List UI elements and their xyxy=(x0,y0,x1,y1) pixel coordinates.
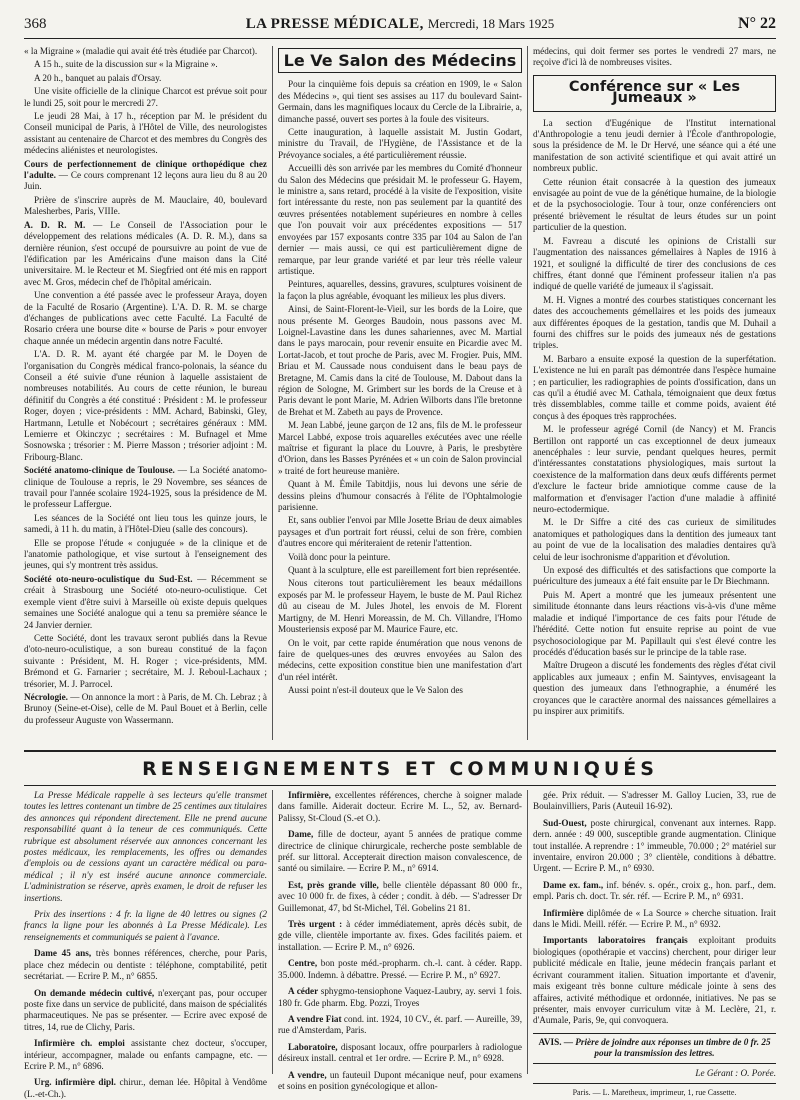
item-text: un fauteuil Dupont mécanique neuf, pour examens et soins en position gynécologique et allon- xyxy=(278,1069,522,1091)
item-heading: A céder xyxy=(288,986,319,997)
item-heading: Urg. infirmière dipl. xyxy=(34,1077,116,1088)
item-heading: Société anatomo-clinique de Toulouse. xyxy=(24,465,175,476)
article-paragraph: M. Barbaro a ensuite exposé la question de la superfétation. L'existence ne lui en paraît pas démontrée dans l'espèce humaine ; en particulier, les radiographies de points d'ossification, dans un cas qu'il a étudié avec M. Cathala, témoignaient que deux fœtus très dissemblables, comme taille et comme poids, avaient été conçus à des époques très rapprochées. xyxy=(533,353,776,421)
item-text: disposant locaux, offre pourparlers à radiologue désireux install. central et 1er ordre. — Ecrire P. M., n° 6928. xyxy=(278,1041,522,1064)
item-text: exploitant produits biologiques (opothérapie et vaccins) cherchent, pour diriger leur publicité médicale en Italie, jeune médecin français parlant et écrivant couramment italien. Situation importante et d'avenir, mais exigeant très bonne culture médicale jointe à sens des affaires, activité méthodique et ordonnée, initiatives. Ne pas se présenter, mais envoyer curriculum vitæ à M. Leclère, 21, r. d'Aumale, Paris, 9e, qui convoquera. xyxy=(533,935,777,1026)
classified-ad xyxy=(278,1070,522,1093)
news-item xyxy=(24,349,267,463)
column-salon xyxy=(278,46,522,740)
classified-ad xyxy=(278,790,522,824)
item-heading: A vendre, xyxy=(288,1069,327,1080)
classifieds-column-2 xyxy=(278,790,522,1091)
item-text: Les séances de la Société ont lieu tous les quinze jours, le samedi, à 11 h. du matin, à l'Hôtel-Dieu (salle des concours). xyxy=(24,512,267,535)
jumeaux-title: Conférence sur « Les Jumeaux » xyxy=(533,75,776,112)
newspaper-page xyxy=(24,12,777,1099)
item-heading: Centre, xyxy=(288,958,318,969)
classifieds-column-3 xyxy=(533,790,777,1097)
column-divider xyxy=(527,46,528,740)
classified-ad xyxy=(24,909,267,943)
classified-ad xyxy=(24,1038,267,1072)
journal-title xyxy=(24,16,776,33)
news-item xyxy=(24,46,267,57)
item-heading: A vendre Fiat xyxy=(288,1013,342,1024)
article-paragraph: M. le Dr Siffre a cité des cas curieux de similitudes anatomiques et pathologiques dans la dentition des jumeaux tant au point de vue de la localisation des maladies dentaires qu'à celui de leur isochronisme d'apparition et d'évolution. xyxy=(533,517,776,562)
item-text: Elle se propose l'étude « conjuguée » de la clinique et de l'anatomie pathologique, et vise surtout à l'enseignement des jeunes, qui s'y montrent très assidus. xyxy=(24,537,267,571)
article-paragraph: Nous citerons tout particulièrement les beaux médaillons exposés par M. le professeur Hayem, le buste de M. Paul Richez dû au ciseau de M. Jules Jhotel, les envois de M. Florent Martigny, de M. Henri Moreassin, de M. Ch. Villandre, l'Homo Mousteriensis exposé par M. Maurice Faure, etc. xyxy=(278,578,522,635)
avis-text: — Prière de joindre aux réponses un timbre de 0 fr. 25 pour la transmission des lettres. xyxy=(561,1036,771,1059)
item-text: inf. bénév. s. opér., croix g., hon. parf., dem. empl. Paris ch. doct. Tr. sér. réf. — Ecrire P. M., n° 6931. xyxy=(533,879,776,902)
issue-date: Mercredi, 18 Mars 1925 xyxy=(427,16,555,31)
column-divider xyxy=(272,46,273,740)
article-paragraph: Accueilli dès son arrivée par les membres du Comité d'honneur du Salon des Médecins que présidait M. le professeur G. Hayem, le ministre a, sans retard, procédé à la visite de l'exposition, visite fort intéressante du reste, non pas seulement par la quantité des œuvres présentées notablement supérieures en nombre à celles que l'on pouvait voir aux précédentes expositions — 517 envoyées par 157 exposants contre 335 par 104 au Salon de l'an dernier — mais aussi, ce qui est particulièrement digne de remarque, par leur grande variété et par leur très réelle valeur artistique. xyxy=(278,163,522,276)
item-heading: Infirmière xyxy=(543,907,584,918)
item-text: La Presse Médicale rappelle à ses lecteurs qu'elle transmet toutes les lettres contenant un timbre de 25 centimes aux titulaires des annonces qui répondent directement. Elle ne prend aucune responsabilité quant à la teneur de ces communiqués. Cette rubrique est absolument réservée aux annonces concernant les postes médicaux, les remplacements, les offres ou demandes d'emplois ou de cessions ayant un caractère médical ou para-médical ; il n'y est inséré aucune annonce commerciale. L'administration se réserve, après examen, le droit de refuser les insertions. xyxy=(24,790,267,903)
article-paragraph: On le voit, par cette rapide énumération que nous venons de faire de quelques-unes des œuvres envoyées au Salon des médecins, cette exposition constitue bien une manifestation d'art d'un réel intérêt. xyxy=(278,637,522,682)
item-text: poste chirurgical, convenant aux internes. Rapp. dern. année : 49 000, susceptible grande augmentation. Clinique tout installée. A reprendre : 1° immeuble, 70.000 ; 2° matériel sur inventaire, environ 20.000 ; 3° clientèle, conditions à débattre. Urgent. — Ecrire P. M., n° 6930. xyxy=(533,817,776,874)
item-text: gée. Prix réduit. — S'adresser M. Galloy Lucien, 33, rue de Boulainvilliers, Paris (Auteuil 16-92). xyxy=(533,790,776,812)
item-heading: Infirmière ch. emploi xyxy=(34,1038,125,1049)
item-text: — Ce cours comprenant 12 leçons aura lieu du 8 au 20 Juin. xyxy=(24,170,267,192)
news-item xyxy=(24,73,267,84)
article-paragraph: Puis M. Apert a montré que les jumeaux présentent une similitude étonnante dans leurs réactions vis-à-vis d'une même maladie et indiqué l'importance de ces faits pour l'étude de l'hérédité. Cette notion fut ensuite reprise au point de vue psychosociologique par M. Papillault qui s'est élevé contre les procédés d'éducation basés sur le principe de la table rase. xyxy=(533,589,776,657)
item-text: Prix des insertions : 4 fr. la ligne de 40 lettres ou signes (2 francs la ligne pour les abonnés à La Presse Médicale). Les renseignements et communiqués se paient à l'avance. xyxy=(24,909,267,942)
item-text: — On annonce la mort : à Paris, de M. Ch. Lebraz ; à Brunoy (Seine-et-Oise), celle de M. Paul Bouet et à Berlin, celle du professeur Auguste von Wassermann. xyxy=(24,691,267,725)
classified-ad xyxy=(278,1014,522,1037)
classified-ad xyxy=(533,935,776,1026)
item-text: Cette Société, dont les travaux seront publiés dans la Revue d'oto-neuro-oculistique, a son bureau constitué de la façon suivante : Président, M. H. Roger ; vice-présidents, MM. Brémond et G. Farnarier ; secrétaire, M. J. Reboul-Lachaux ; trésorier, M. J. Parrocel. xyxy=(24,632,267,689)
classified-ad xyxy=(24,948,267,982)
top-section xyxy=(24,46,776,740)
article-paragraph: M. le professeur agrégé Cornil (de Nancy) et M. Francis Bertillon ont rapporté un cas exceptionnel de deux jumeaux anencéphales : leur survie, pendant quelques heures, permit d'intéressantes constatations physiologiques, mais surtout la coexistence de la malformation dans deux œufs différents permet d'exclure le facteur bride amniotique comme cause de la malformation et d'envisager l'action d'une maladie à affinité neuro-ectodermique. xyxy=(533,424,776,515)
article-paragraph: Aussi point n'est-il douteux que le Ve Salon des xyxy=(288,685,464,696)
avis-label: AVIS. xyxy=(538,1036,562,1047)
item-text: n'exerçant pas, pour occuper poste fixe dans un service de publicité, dans maison de spécialités pharmaceutiques. Ne pas se présenter. — Ecrire avec exposé de titres, 14, rue de Clichy, Paris. xyxy=(24,987,267,1032)
article-paragraph: Pour la cinquième fois depuis sa création en 1909, le « Salon des Médecins », qui tient ses assises au 117 du boulevard Saint-Germain, dans les magnifiques locaux du Cercle de la Librairie, a, dimanche passé, ouvert ses portes à la foule des visiteurs. xyxy=(278,79,522,124)
item-heading: Laboratoire, xyxy=(288,1041,338,1052)
article-paragraph: Cette inauguration, à laquelle assistait M. Justin Godart, ministre du Travail, de l'Hygiène, de l'Assistance et de la Prévoyance sociales, a été particulièrement réussie. xyxy=(278,127,522,160)
item-heading: Sud-Ouest, xyxy=(543,817,587,828)
item-heading: Dame 45 ans, xyxy=(34,948,92,959)
item-heading: On demande médecin cultivé, xyxy=(34,987,155,998)
article-paragraph: Ainsi, de Saint-Florent-le-Vieil, sur les bords de la Loire, que nous présente M. Georges Baudoin, nous passons avec M. Loignel-Lavastine dans les dunes sahariennes, avec M. Martial dans le pays marocain, pour revenir ensuite en Picardie avec M. Lortat-Jacob, et tout proche de Paris, avec M. Frogier. Puis, MM. Briau et M. Caussade nous conduisent dans le beau pays de Bretagne, M. Camis dans la cité de Toulouse, M. Dabout dans la région de Sologne, M. Grimbert sur les bords de la Creuse et à Paris devant le pont Marie, M. Adrien Wilborts dans l'île bretonne de Brehat et M. Zabeth au pays de Provence. xyxy=(278,304,522,417)
item-text: cond. int. 1924, 10 CV., ét. parf. — Aureille, 39, rue d'Amsterdam, Paris. xyxy=(278,1013,522,1036)
news-item xyxy=(24,513,267,536)
article-paragraph: Quant à la sculpture, elle est pareillement fort bien représentée. xyxy=(288,565,521,576)
item-text: — Récemment se créait à Strasbourg une Société oto-neuro-oculistique. Cet exemple vient d'être suivi à Marseille où existe depuis quelques semaines une Société analogue qui a tenu sa première séance le 24 Janvier dernier. xyxy=(24,573,267,630)
salon-article xyxy=(278,79,522,696)
item-heading: Très urgent : xyxy=(288,919,343,930)
item-text: Le jeudi 28 Mai, à 17 h., réception par M. le président du Conseil municipal de Paris, à l'Hôtel de Ville, des neurologistes assistant au centenaire de Charcot et des membres du Congrès des médecins aliénistes et neurologistes. xyxy=(24,111,267,156)
item-heading: Société oto-neuro-oculistique du Sud-Est. xyxy=(24,573,193,584)
column-divider xyxy=(272,790,273,1074)
item-text: bon poste méd.-propharm. ch.-l. cant. à céder. Rapp. 35.000. Indemn. à débattre. Pressé. — Ecrire P. M., n° 6927. xyxy=(278,958,522,980)
salon-continuation: médecins, qui doit fermer ses portes le vendredi 27 mars, ne reçoive d'ici là de nombreuses visites. xyxy=(533,46,776,68)
page-header xyxy=(24,12,776,39)
jumeaux-article xyxy=(533,118,776,718)
section-title: RENSEIGNEMENTS ET COMMUNIQUÉS xyxy=(24,750,776,786)
classified-ad xyxy=(24,1077,267,1100)
item-text: assistante chez docteur, s'occuper, intérieur, accompagner, malade ou enfants campagne, etc. — Ecrire P. M., n° 6896. xyxy=(24,1038,267,1071)
classified-ad xyxy=(278,829,522,875)
item-text: — La Société anatomo-clinique de Toulouse a repris, le 29 Novembre, ses séances de travail pour l'année scolaire 1924-1925, sous la présidence de M. le professeur Laffergue. xyxy=(24,465,267,510)
item-text: Une visite officielle de la clinique Charcot est prévue soit pour le lundi 25, soit pour le mercredi 27. xyxy=(24,86,267,108)
news-item xyxy=(24,692,267,726)
news-item xyxy=(24,195,267,218)
column-news xyxy=(24,46,267,740)
article-paragraph: M. Jean Labbé, jeune garçon de 12 ans, fils de M. le professeur Marcel Labbé, expose trois aquarelles exécutées avec une réelle maîtrise et figurant la place du Louvre, à Paris, le presbytère d'Orion, dans les Basses Pyrénées et « un coin de Salon provincial » traité de fort heureuse manière. xyxy=(278,420,522,476)
classified-ad xyxy=(533,880,776,903)
item-text: belle clientèle dépassant 80 000 fr., avec 10 000 fr. de fixes, à céder ; condit. à déb. — S'adresser Dr Guillemonat, 47, bd St-Michel, Tél. Gobelins 21 81. xyxy=(278,879,522,913)
news-item xyxy=(24,159,267,193)
news-item xyxy=(24,86,267,109)
classifieds-column-1 xyxy=(24,790,267,1099)
article-paragraph: Quant à M. Émile Tabitdjis, nous lui devons une série de dessins pleins d'humour consacrés à l'élite de l'Ophtalmologie parisienne. xyxy=(278,479,522,513)
classified-ad xyxy=(278,958,522,981)
item-text: sphygmo-tensiophone Vaquez-Laubry, ay. servi 1 fois. 180 fr. Gde pharm. Ebg. Pozzi, Troyes xyxy=(278,986,522,1008)
article-paragraph: Un exposé des difficultés et des satisfactions que comporte la puériculture des jumeaux a été fait ensuite par le Dr Biechmann. xyxy=(533,565,776,587)
article-paragraph: Voilà donc pour la peinture. xyxy=(288,551,391,562)
item-heading: A. D. R. M. xyxy=(24,219,86,230)
item-text: A 20 h., banquet au palais d'Orsay. xyxy=(34,72,162,83)
item-text: L'A. D. R. M. ayant été chargée par M. le Doyen de l'organisation du Congrès médical franco-polonais, la séance du Conseil a été suivie d'une réunion à laquelle assistaient de nombreuses notabilités. Au cours de cette réunion, le bureau définitif du Congrès a été constitué : Président : M. le professeur Roger, doyen ; vice-présidents : MM. Achard, Babinski, Gley, Hartmann, Letulle et Nobécourt ; secrétaires généraux : MM. Lemierre et Okinczyc ; secrétaires : M. Bufnagel et Mme Sosnowska ; trésorier : M. Pierre Masson ; trésorier adjoint : M. Fribourg-Blanc. xyxy=(24,349,267,462)
item-heading: Cours de perfectionnement de clinique orthopédique chez l'adulte. xyxy=(24,158,267,181)
item-text: chirur., deman lée. Hôpital à Vendôme (L.-et-Ch.). xyxy=(24,1077,267,1099)
classified-ad xyxy=(278,986,522,1009)
classified-ad xyxy=(533,818,776,875)
column-jumeaux xyxy=(533,46,776,740)
item-heading: Nécrologie. xyxy=(24,691,68,702)
item-text: diplômée de « La Source » cherche situation. Irait dans le Midi. Meill. référ. — Ecrire P. M., n° 6932. xyxy=(533,907,776,930)
classified-ad xyxy=(533,908,776,931)
item-heading: Dame ex. fam., xyxy=(543,879,604,890)
article-paragraph: Peintures, aquarelles, dessins, gravures, sculptures voisinent de la façon la plus agréable, évoquant les milieux les plus divers. xyxy=(278,279,522,301)
classifieds-section xyxy=(24,790,777,1099)
news-item xyxy=(24,220,267,288)
page-number: 368 xyxy=(24,16,47,32)
news-item xyxy=(24,290,267,347)
item-text: — Le Conseil de l'Association pour le développement des relations médicales (A. D. R. M.), dans sa dernière réunion, s'est occupé de poursuivre au point de vue de l'édification par les Américains d'une maison dans la Cité universitaire. M. le Recteur et M. Siegfried ont été mis en rapport avec M. Gros, médecin chef de l'hôpital américain. xyxy=(24,219,267,287)
article-paragraph: La section d'Eugénique de l'Institut international d'Anthropologie a tenu jeudi dernier à l'École d'anthropologie, sous la présidence de M. le Dr Hervé, une séance qui a été une manifestation de son activité scientifique et qui avait attiré un nombreux public. xyxy=(533,117,776,174)
item-text: fille de docteur, ayant 5 années de pratique comme directrice de clinique chirurgicale, recherche poste semblable de préf. sur littoral. Accepterait direction maison convalescence, de santé ou similaire. — Ecrire P. M., n° 6914. xyxy=(278,829,522,874)
classified-ad xyxy=(278,1042,522,1065)
column-divider xyxy=(527,790,528,1074)
item-text: excellentes références, cherche à soigner malade dans famille. Aiderait docteur. Ecrire M. L., 52, av. Bernard-Palissy, St-Cloud (S.-et O.). xyxy=(278,790,522,823)
salon-title: Le Ve Salon des Médecins xyxy=(278,48,522,73)
item-heading: Dame, xyxy=(288,829,314,840)
news-item xyxy=(24,465,267,511)
item-heading: Infirmière, xyxy=(288,790,331,800)
article-paragraph: Cette réunion était consacrée à la question des jumeaux envisagée au point de vue de la génétique humaine, de la biologie et de la psychosociologie. Tour à tour, onze conférenciers ont présenté brièvement le résultat de leurs études sur un point particulier de la question. xyxy=(533,176,776,233)
classified-ad xyxy=(24,988,267,1034)
news-item xyxy=(24,111,267,157)
item-text: très bonnes références, cherche, pour Paris, place chez médecin ou dentiste : téléphone, comptabilité, petit secrétariat. — Ecrire P. M., n° 6855. xyxy=(24,948,267,982)
item-text: Prière de s'inscrire auprès de M. Mauclaire, 40, boulevard Malesherbes, Paris, VIIIe. xyxy=(24,194,267,217)
news-item xyxy=(24,574,267,631)
item-text: « la Migraine » (maladie qui avait été très étudiée par Charcot). xyxy=(24,46,258,56)
article-paragraph: Maître Drugeon a discuté les fondements des règles d'état civil applicables aux jumeaux ; enfin M. Saintyves, envisageant la question des jumeaux dans l'ethnographie, a énuméré les croyances que le caractère anormal des naissances gémellaires a pu inspirer aux primitifs. xyxy=(533,660,776,716)
journal-name: LA PRESSE MÉDICALE, xyxy=(245,16,424,32)
classified-ad xyxy=(24,790,267,904)
news-item xyxy=(24,59,267,70)
classified-ad xyxy=(533,790,776,813)
article-paragraph: M. Favreau a discuté les opinions de Cristalli sur l'augmentation des naissances gémellaires à Naples de 1916 à 1921, et souligné la difficulté de tirer des conclusions de ces chiffres, étant donné que l'éminent professeur italien n'a pas indiqué de quelle variété de jumeaux il s'agissait. xyxy=(533,235,776,292)
classified-ad xyxy=(278,880,522,914)
issue-number: N° 22 xyxy=(738,15,776,32)
item-text: A 15 h., suite de la discussion sur « la Migraine ». xyxy=(34,59,218,70)
classified-ad xyxy=(278,919,522,953)
item-heading: Importants laboratoires français xyxy=(543,935,688,946)
news-item xyxy=(24,633,267,690)
article-paragraph: Et, sans oublier l'envoi par Mlle Josette Briau de deux aimables paysages et d'un portrait fort réussi, celui de son frère, combien d'autres encore qui mériteraient de retenir l'attention. xyxy=(278,515,522,549)
printer-line: Paris. — L. Maretheux, imprimeur, 1, rue Cassette. xyxy=(533,1083,776,1098)
article-paragraph: M. H. Vignes a montré des courbes statistiques concernant les dates des accouchements gémellaires et les poids des jumeaux aux différentes époques de la gestation, tandis que M. Duhail a fourni des chiffres sur le poids des jumeaux nés de gestations triples. xyxy=(533,294,776,351)
item-heading: Est, près grande ville, xyxy=(288,879,379,890)
news-item xyxy=(24,538,267,572)
gerant-line: Le Gérant : O. Porée. xyxy=(695,1067,776,1078)
classifieds-list xyxy=(533,790,776,1027)
avis-notice xyxy=(533,1033,776,1064)
item-text: à céder immédiatement, après décès subit, de gde ville, clientèle importante av. fixes. Gdes facilités paiem. et installation. — Ecrire P. M., n° 6926. xyxy=(278,919,522,952)
item-text: Une convention a été passée avec le professeur Araya, doyen de la Faculté de Rosario (Argentine). L'A. D. R. M. se charge d'échanges de publications avec cette Faculté. La Faculté de Rosario créera une bourse dite « bourse de Paris » pour envoyer chaque année un médecin argentin dans notre Faculté. xyxy=(24,290,267,346)
